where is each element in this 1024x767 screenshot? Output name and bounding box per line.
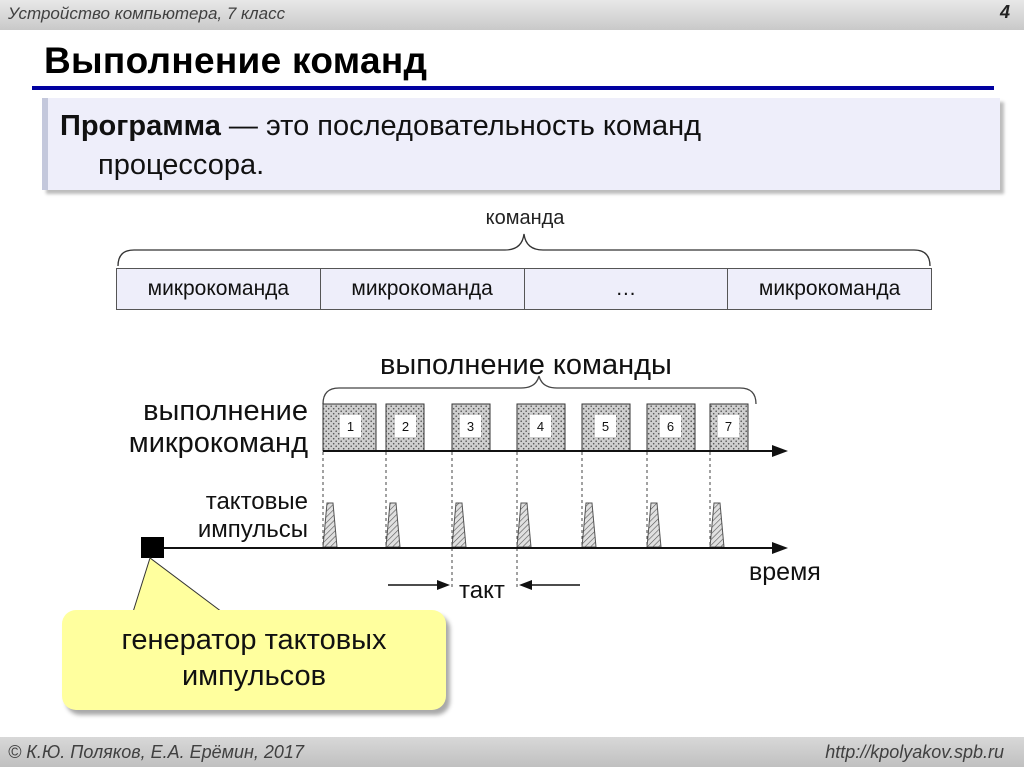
step-number-5: 5 — [601, 419, 610, 434]
clock-pulses-label-2: импульсы — [197, 516, 308, 543]
page-number: 4 — [999, 2, 1010, 22]
step-number-4: 4 — [536, 419, 545, 434]
slide-footer-bar — [0, 737, 1024, 767]
clock-pulse — [386, 503, 400, 547]
clock-pulse — [517, 503, 531, 547]
definition-term: Программа — [60, 110, 221, 142]
definition-text: — это последовательность команд — [220, 110, 702, 142]
microcommand-exec-label-1: выполнение — [143, 395, 308, 427]
execution-brace-label: выполнение команды — [380, 349, 672, 381]
step-number-3: 3 — [466, 419, 475, 434]
step-number-1: 1 — [346, 419, 355, 434]
clock-pulse — [710, 503, 724, 547]
callout-pointer — [133, 558, 222, 612]
clock-generator-callout — [62, 610, 446, 710]
footer-url[interactable]: http://kpolyakov.spb.ru — [825, 742, 1004, 762]
microcommand-cell: микрокоманда — [321, 268, 525, 310]
command-brace — [118, 234, 930, 266]
step-number-boxes — [340, 415, 739, 437]
microcommand-ellipsis-cell: … — [525, 268, 729, 310]
clock-pulses-label-1: тактовые — [205, 488, 308, 515]
clock-pulse — [582, 503, 596, 547]
microcommand-cell: микрокоманда — [116, 268, 321, 310]
clock-pulse — [323, 503, 337, 547]
clock-pulse — [452, 503, 466, 547]
slide-title: Выполнение команд — [44, 40, 428, 81]
step-number-6: 6 — [666, 419, 675, 434]
clock-pulses — [323, 503, 724, 547]
clock-generator-square — [141, 537, 164, 558]
time-axis-label: время — [749, 558, 821, 586]
arrow-head-icon — [772, 542, 788, 554]
microcommand-exec-label-2: микрокоманд — [128, 427, 308, 459]
command-brace-label: команда — [485, 207, 565, 229]
step-number-7: 7 — [724, 419, 733, 434]
clock-pulse — [647, 503, 661, 547]
arrow-head-icon — [772, 445, 788, 457]
microcommand-cell: микрокоманда — [728, 268, 932, 310]
footer-authors: © К.Ю. Поляков, Е.А. Ерёмин, 2017 — [8, 742, 304, 762]
step-number-2: 2 — [401, 419, 410, 434]
course-title: Устройство компьютера, 7 класс — [8, 4, 286, 23]
callout-line-2: импульсов — [181, 660, 327, 692]
callout-line-1: генератор тактовых — [121, 624, 387, 656]
definition-line-2: процессора. — [98, 149, 265, 181]
tact-label: такт — [459, 577, 505, 604]
